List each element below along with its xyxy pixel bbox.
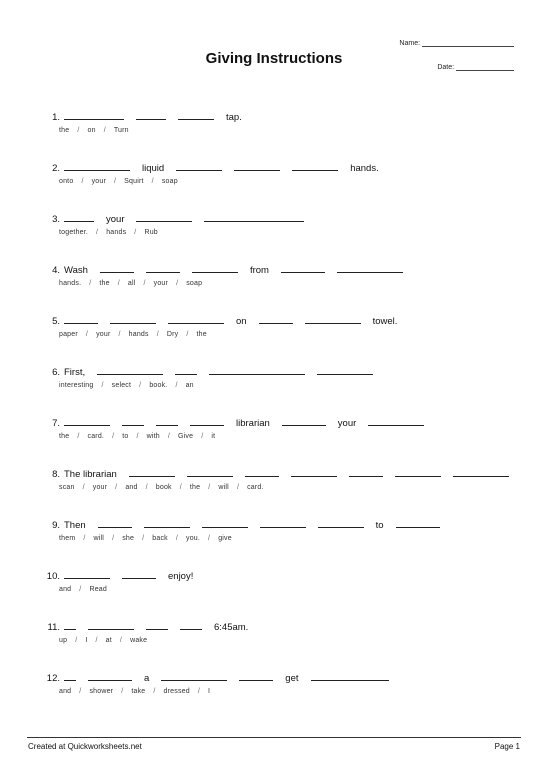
word-bank-word: take [131,688,146,695]
word-separator: / [85,331,89,338]
answer-blank[interactable] [88,621,134,630]
word-separator: / [82,484,85,491]
sentence-word: to [375,520,384,531]
word-bank-word: and [125,484,138,491]
answer-blank[interactable] [317,366,373,375]
word-bank [59,688,210,695]
question-row [40,162,391,174]
word-bank-word: I [208,688,211,695]
answer-blank[interactable] [64,111,124,120]
word-bank-word: select [111,382,132,389]
answer-blank[interactable] [305,315,361,324]
question-number: 8. [52,469,60,480]
word-separator: / [79,688,82,695]
sentence-word: towel. [372,316,398,327]
word-separator: / [151,178,154,185]
question-row [40,672,401,684]
word-bank-word: Squirt [124,178,144,185]
answer-blank[interactable] [453,468,509,477]
word-bank-word: card. [247,484,264,491]
word-separator: / [134,229,137,236]
answer-blank[interactable] [64,570,110,579]
answer-blank[interactable] [64,162,130,171]
word-separator: / [153,688,156,695]
question-row [40,519,452,531]
answer-blank[interactable] [368,417,424,426]
word-separator: / [167,433,171,440]
word-bank-word: soap [161,178,178,185]
answer-blank[interactable] [281,264,325,273]
question-row [40,468,521,480]
answer-blank[interactable] [337,264,403,273]
answer-blank[interactable] [178,111,214,120]
date-field [437,64,514,71]
word-bank-word: and [59,688,72,695]
word-separator: / [83,535,86,542]
word-bank-word: will [93,535,105,542]
word-bank-word: the [196,331,207,338]
word-separator: / [117,280,120,287]
question-number: 4. [52,265,60,276]
word-bank [59,178,178,185]
answer-blank[interactable] [204,213,304,222]
word-bank-word: together. [59,229,89,236]
answer-blank[interactable] [136,213,192,222]
answer-blank[interactable] [110,315,156,324]
date-label: Date: [437,64,455,71]
word-bank-word: Give [178,433,194,440]
answer-blank[interactable] [311,672,389,681]
word-bank-word: paper [59,331,78,338]
word-bank-word: will [218,484,229,491]
word-bank-word: an [185,382,194,389]
word-bank-word: interesting [59,382,94,389]
answer-blank[interactable] [161,672,227,681]
sentence-word: your [337,418,357,429]
answer-blank[interactable] [98,519,132,528]
word-separator: / [143,280,146,287]
word-separator: / [95,637,98,644]
answer-blank[interactable] [176,162,222,171]
name-label: Name: [399,40,421,47]
word-bank-word: card. [87,433,105,440]
word-separator: / [175,382,178,389]
word-bank [59,127,129,134]
answer-blank[interactable] [318,519,364,528]
word-separator: / [79,586,82,593]
question-number: 9. [52,520,60,531]
word-separator: / [208,535,211,542]
word-separator: / [112,433,115,440]
word-separator: / [142,535,145,542]
sentence-word: Wash [64,265,88,276]
word-separator: / [112,535,115,542]
word-bank-word: hands [128,331,149,338]
answer-blank[interactable] [97,366,163,375]
answer-blank[interactable] [64,213,94,222]
word-bank-word: she [122,535,135,542]
word-bank-word: onto [59,178,74,185]
word-separator: / [103,127,106,134]
word-bank-word: shower [89,688,114,695]
question-number: 1. [52,112,60,123]
word-separator: / [81,178,84,185]
sentence-word: tap. [226,112,242,123]
word-bank-word: with [146,433,160,440]
answer-blank[interactable] [209,366,305,375]
question-row [40,315,409,327]
answer-blank[interactable] [100,264,134,273]
answer-blank[interactable] [175,366,197,375]
word-separator: / [119,637,123,644]
date-line [456,70,514,71]
word-separator: / [121,688,124,695]
word-bank-word: them [59,535,76,542]
footer-credit: Created at Quickworksheets.net [28,742,142,751]
answer-blank[interactable] [156,417,178,426]
word-bank-word: your [153,280,169,287]
word-bank-word: give [218,535,232,542]
question-row [40,366,385,378]
word-bank [59,229,158,236]
answer-blank[interactable] [122,570,156,579]
word-bank-word: at [105,637,112,644]
word-bank-word: your [91,178,107,185]
word-bank-word: all [127,280,136,287]
word-bank-word: hands. [59,280,82,287]
answer-blank[interactable] [180,621,202,630]
word-bank-word: back [152,535,168,542]
sentence-word: Then [64,520,86,531]
answer-blank[interactable] [291,468,337,477]
answer-blank[interactable] [282,417,326,426]
answer-blank[interactable] [144,519,190,528]
word-separator: / [186,331,189,338]
word-bank-word: to [122,433,129,440]
answer-blank[interactable] [64,672,76,681]
word-separator: / [77,127,80,134]
sentence-word: hands. [350,163,379,174]
word-separator: / [115,484,118,491]
word-separator: / [101,382,104,389]
word-bank-word: scan [59,484,75,491]
sentence-word: on [236,316,247,327]
answer-blank[interactable] [187,468,233,477]
answer-blank[interactable] [349,468,383,477]
page-title: Giving Instructions [205,50,343,67]
word-separator: / [114,178,117,185]
word-bank-word: the [59,127,70,134]
answer-blank[interactable] [234,162,280,171]
footer-divider [27,737,521,738]
word-separator: / [145,484,148,491]
word-separator: / [179,484,182,491]
word-bank-word: the [59,433,70,440]
question-number: 5. [52,316,60,327]
word-separator: / [175,535,179,542]
word-bank-word: the [99,280,110,287]
answer-blank[interactable] [122,417,144,426]
answer-blank[interactable] [146,621,168,630]
word-bank-word: your [92,484,108,491]
word-bank [59,586,107,593]
word-separator: / [118,331,121,338]
word-bank-word: Read [89,586,107,593]
word-separator: / [75,637,78,644]
word-bank-word: I [85,637,88,644]
word-separator: / [89,280,92,287]
question-row [40,621,260,633]
word-separator: / [236,484,240,491]
question-number: 10. [46,571,60,582]
sentence-word: enjoy! [168,571,194,582]
word-bank-word: up [59,637,68,644]
word-bank-word: Turn [113,127,129,134]
answer-blank[interactable] [396,519,440,528]
answer-blank[interactable] [192,264,238,273]
answer-blank[interactable] [88,672,132,681]
name-line [422,46,514,47]
word-bank-word: the [189,484,201,491]
answer-blank[interactable] [190,417,224,426]
answer-blank[interactable] [168,315,224,324]
word-separator: / [197,688,201,695]
sentence-word: liquid [142,163,165,174]
answer-blank[interactable] [259,315,293,324]
question-row [40,417,436,429]
word-bank-word: you. [186,535,201,542]
footer-page-number: Page 1 [494,742,520,751]
answer-blank[interactable] [64,417,110,426]
word-bank [59,484,264,491]
sentence-word: from [249,265,269,276]
word-bank [59,535,232,542]
sentence-word: librarian [236,418,270,429]
question-row [40,570,205,582]
word-bank-word: hands [106,229,127,236]
word-bank [59,433,215,440]
sentence-word: get [285,673,299,684]
question-number: 12. [46,673,60,684]
word-bank [59,280,202,287]
word-bank [59,382,194,389]
sentence-word: The librarian [64,469,117,480]
word-bank-word: on [87,127,96,134]
answer-blank[interactable] [239,672,273,681]
word-separator: / [176,280,179,287]
answer-blank[interactable] [146,264,180,273]
answer-blank[interactable] [64,621,76,630]
answer-blank[interactable] [292,162,338,171]
name-field [399,40,514,47]
question-row [40,264,415,276]
word-bank-word: and [59,586,72,593]
question-number: 7. [52,418,60,429]
word-separator: / [77,433,80,440]
word-bank-word: it [211,433,216,440]
word-separator: / [156,331,159,338]
word-bank [59,637,147,644]
sentence-word: a [144,673,150,684]
answer-blank[interactable] [245,468,279,477]
word-bank-word: Rub [144,229,158,236]
answer-blank[interactable] [395,468,441,477]
word-bank-word: book [155,484,172,491]
question-number: 3. [52,214,60,225]
word-bank [59,331,207,338]
answer-blank[interactable] [64,315,98,324]
word-bank-word: book. [149,382,168,389]
word-separator: / [96,229,99,236]
answer-blank[interactable] [136,111,166,120]
question-number: 2. [52,163,60,174]
answer-blank[interactable] [202,519,248,528]
word-bank-word: wake [130,637,148,644]
word-separator: / [201,433,204,440]
word-separator: / [139,382,142,389]
question-row [40,213,316,225]
word-separator: / [208,484,211,491]
word-bank-word: Dry [166,331,179,338]
word-bank-word: your [96,331,111,338]
question-number: 11. [47,622,60,633]
question-number: 6. [52,367,60,378]
question-row [40,111,254,123]
answer-blank[interactable] [260,519,306,528]
word-bank-word: soap [186,280,203,287]
answer-blank[interactable] [129,468,175,477]
sentence-word: First, [64,367,86,378]
word-bank-word: dressed [163,688,190,695]
sentence-word: your [106,214,125,225]
sentence-word: 6:45am. [214,622,249,633]
word-separator: / [136,433,139,440]
